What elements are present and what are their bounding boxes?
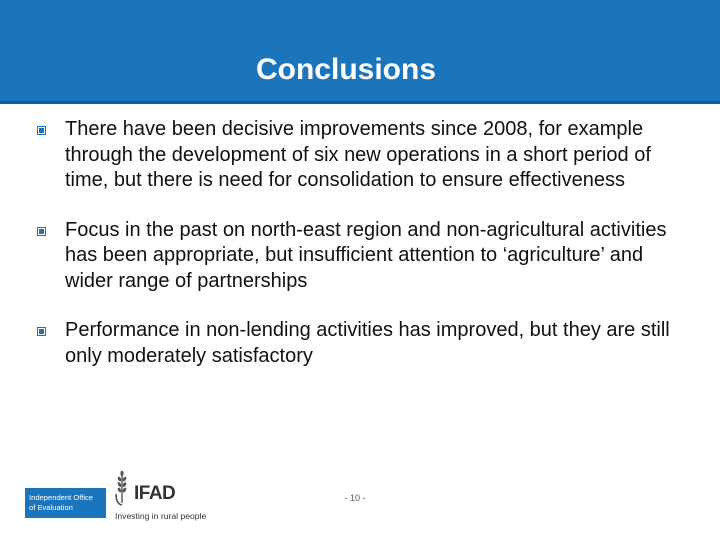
independent-office-of-evaluation-badge bbox=[25, 488, 106, 518]
evaluation-badge-line1: Independent Office bbox=[29, 493, 94, 502]
ifad-wordmark: IFAD bbox=[134, 483, 176, 504]
bullet-text: There have been decisive improvements since 2008, for example through the development of six new operations in a short period of time, but there is need for consolidation to ensure effectiveness bbox=[65, 118, 651, 191]
bullet-item bbox=[34, 318, 694, 369]
bullet-text: Focus in the past on north-east region and non-agricultural activities has been appropriate, but insufficient attention to ‘agriculture’ and wider range of partnerships bbox=[65, 218, 667, 292]
ifad-logo bbox=[114, 470, 214, 522]
square-bullet-icon bbox=[37, 327, 46, 336]
evaluation-badge-line2: of Evaluation bbox=[29, 503, 73, 512]
ifad-tagline: Investing in rural people bbox=[115, 511, 207, 521]
title-bar-rule bbox=[0, 101, 720, 104]
bullet-item bbox=[34, 218, 694, 295]
bullet-item bbox=[34, 117, 694, 194]
ifad-wheat-logo-icon bbox=[114, 470, 136, 510]
bullet-text: Performance in non-lending activities has improved, but they are still only moderately satisfactory bbox=[65, 319, 670, 367]
bullet-list bbox=[34, 117, 694, 369]
square-bullet-icon bbox=[37, 227, 46, 236]
page-number: - 10 - bbox=[344, 493, 366, 503]
slide-title: Conclusions bbox=[255, 53, 436, 86]
square-bullet-icon bbox=[37, 126, 46, 135]
